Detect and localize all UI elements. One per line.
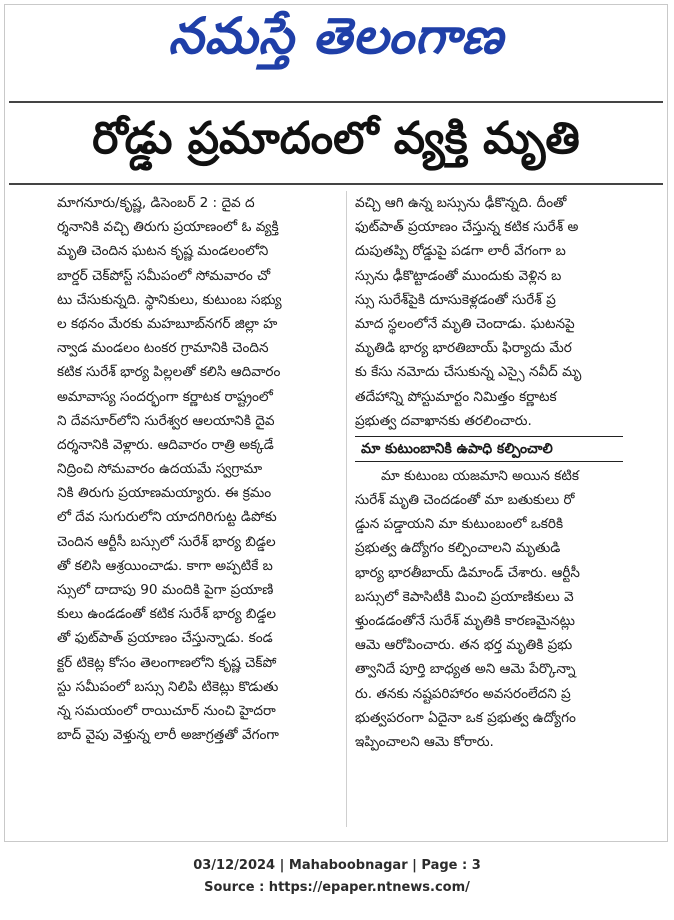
footer-source: Source : https://epaper.ntnews.com/: [204, 880, 470, 895]
article-line: దర్శనానికి వెళ్లారు. ఆదివారం రాత్రి అక్కడే: [57, 436, 274, 453]
article-column-left: [57, 191, 341, 747]
article-line: న్న సమయంలో రాయిచూర్ నుంచి హైదరా: [57, 702, 276, 719]
article-line: స్సును ఢీకొట్టాడంతో ముందుకు వెళ్లిన బ: [355, 267, 562, 284]
article-line: ప్రభుత్వ దవాఖానకు తరలించారు.: [355, 412, 532, 429]
article-line: మాద స్థలంలోనే మృతి చెందాడు. ఘటనపై: [355, 315, 575, 332]
article-line: మృతి చెందిన ఘటన కృష్ణ మండలంలోని: [57, 243, 269, 260]
article-column-right: [355, 191, 623, 754]
subheading: మా కుటుంబానికి ఉపాధి కల్పించాలి: [355, 436, 623, 462]
article-line: చెందిన ఆర్టీసీ బస్సులో సురేశ్ భార్య బిడ్డల: [57, 533, 276, 550]
article-line: అమావాస్య సందర్భంగా కర్ణాటక రాష్ట్రంలో: [57, 388, 273, 405]
footer-dateline: 03/12/2024 | Mahaboobnagar | Page : 3: [193, 858, 481, 873]
article-line: తో కలిసి ఆశ్రయించాడు. కాగా అప్పటికే బ: [57, 557, 273, 574]
article-line: బాద్ వైపు వెళ్తున్న లారీ అజాగ్రత్తతో వేగంగా: [57, 727, 279, 744]
article-line: ఫుట్‌పాత్ ప్రయాణం చేస్తున్న కటిక సురేశ్ అ: [355, 219, 579, 236]
article-line: మా కుటుంబ యజమాని అయిన కటిక: [381, 467, 579, 484]
article-line: ళ్తుండడంతోనే సురేశ్ మృతికి కారణమైనట్లు: [355, 613, 576, 629]
top-rule: [9, 101, 663, 103]
article-line: స్సు సురేశ్‌పైకి దూసుకెళ్లడంతో సురేశ్ ప్ర: [355, 291, 556, 308]
article-line: కటిక సురేశ్ భార్య పిల్లలతో కలిసి ఆదివారం: [57, 364, 281, 381]
column-divider: [346, 191, 347, 827]
article-line: మాగనూరు/కృష్ణ, డిసెంబర్ 2 : దైవ ద: [57, 195, 255, 211]
article-line: ర్శనానికి వచ్చి తిరుగు ప్రయాణంలో ఓ వ్యక్తి: [57, 219, 279, 236]
article-line: ఇప్పించాలని ఆమె కోరారు.: [355, 733, 494, 750]
headline-rule: [9, 183, 663, 185]
newspaper-clipping: [4, 4, 668, 842]
article-line: కు కేసు నమోదు చేసుకున్న ఎస్సై నవీద్ మృ: [355, 364, 582, 381]
article-line: ని దేవసూర్‌లోని సురేశ్వర ఆలయానికి దైవ: [57, 412, 275, 429]
article-line: నిద్రించి సోమవారం ఉదయమే స్వగ్రామా: [57, 461, 263, 478]
article-line: నికి తిరుగు ప్రయాణమయ్యారు. ఈ క్రమం: [57, 485, 272, 502]
article-line: భుత్వపరంగా ఏదైనా ఒక ప్రభుత్వ ఉద్యోగం: [355, 709, 576, 726]
article-line: సురేశ్ మృతి చెందడంతో మా బతుకులు రో: [355, 492, 575, 509]
headline-text: రోడ్డు ప్రమాదంలో వ్యక్తి మృతి: [92, 113, 580, 164]
right-column-top: [355, 191, 623, 433]
article-line: బార్డర్ చెక్‌పోస్ట్ సమీపంలో సోమవారం చో: [57, 267, 271, 284]
article-line: ల కథనం మేరకు మహబూబ్‌నగర్ జిల్లా హ: [57, 315, 278, 332]
masthead: [5, 5, 667, 79]
article-line: భార్య భారతీబాయ్ డిమాండ్ చేశారు. ఆర్టీసీ: [355, 564, 580, 581]
article-line: ఆమె ఆరోపించారు. తన భర్త మృతికి ప్రభు: [355, 637, 573, 654]
article-line: మృతిడి భార్య భారతిబాయ్ ఫిర్యాదు మేర: [355, 340, 572, 357]
right-column-bottom: [355, 464, 623, 754]
article-line: ప్రభుత్వ ఉద్యోగం కల్పించాలని మృతుడి: [355, 540, 561, 557]
article-line: న్వాడ మండలం టంకర గ్రామానికి చెందిన: [57, 340, 269, 357]
article-line: కులు ఉండడంతో కటిక సురేశ్ భార్య బిడ్డల: [57, 606, 277, 623]
article-line: డ్డున పడ్డాయని మా కుటుంబంలో ఒకరికి: [355, 516, 564, 533]
article-line: దుపుతప్పి రోడ్డుపై పడగా లారీ వేగంగా బ: [355, 243, 566, 260]
article-line: తదేహాన్ని పోస్టుమార్టం నిమిత్తం కర్ణాటక: [355, 388, 557, 405]
headline: [5, 113, 667, 175]
article-line: రు. తనకు నష్టపరిహారం అవసరంలేదని ప్ర: [355, 685, 571, 702]
article-line: తో ఫుట్‌పాత్ ప్రయాణం చేస్తున్నాడు. కండ: [57, 630, 273, 647]
article-line: బస్సులో కెపాసిటీకి మించి ప్రయాణికులు వె: [355, 588, 574, 605]
article-line: వచ్చి ఆగి ఉన్న బస్సును ఢీకొన్నది. దీంతో: [355, 195, 567, 211]
article-line: క్టర్ టికెట్ల కోసం తెలంగాణలోని కృష్ణ చెక్‌పో: [57, 654, 277, 671]
article-line: స్టు సమీపంలో బస్సు నిలిపి టికెట్లు కొడుతు: [57, 678, 279, 695]
article-line: టు చేసుకున్నది. స్థానికులు, కుటుంబ సభ్యు: [57, 291, 282, 308]
article-line: త్వానిదే పూర్తి బాధ్యత అని ఆమె పేర్కొన్నా: [355, 661, 576, 678]
masthead-title: నమస్తే తెలంగాణ: [168, 6, 504, 65]
article-line: లో దేవ సుగురులోని యాదగిరిగుట్ట డిపోకు: [57, 509, 277, 526]
article-line: స్సులో దాదాపు 90 మందికి పైగా ప్రయాణి: [57, 582, 274, 598]
